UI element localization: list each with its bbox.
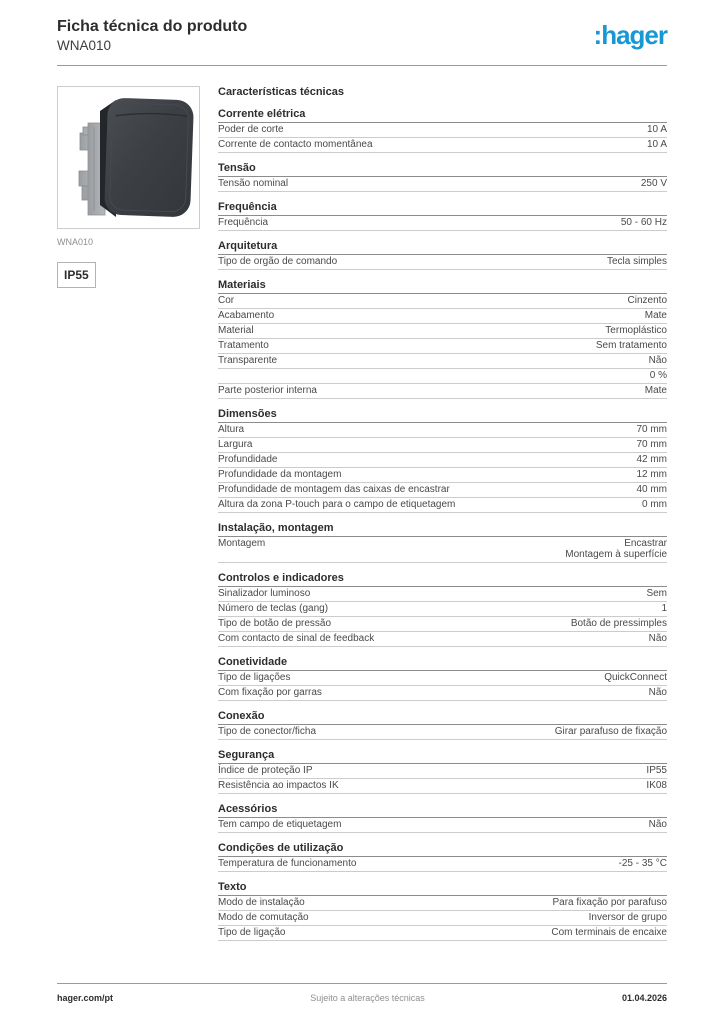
- spec-label: Tensão nominal: [218, 178, 289, 190]
- spec-row: [218, 255, 667, 270]
- spec-value: IP55: [646, 765, 667, 777]
- section-heading: Dimensões: [218, 408, 667, 423]
- spec-label: Altura da zona P-touch para o campo de etiquetagem: [218, 499, 456, 511]
- section-heading: Segurança: [218, 749, 667, 764]
- spec-value: 0 mm: [642, 499, 667, 511]
- spec-value: 42 mm: [636, 454, 667, 466]
- spec-row: [218, 438, 667, 453]
- spec-row: [218, 602, 667, 617]
- spec-value: Tecla simples: [606, 256, 667, 268]
- spec-row: [218, 453, 667, 468]
- spec-label: Altura: [218, 424, 245, 436]
- spec-label: Modo de instalação: [218, 897, 305, 909]
- page-header: [57, 0, 667, 66]
- spec-section: [218, 162, 667, 192]
- spec-label: Profundidade de montagem das caixas de encastrar: [218, 484, 450, 496]
- section-heading: Materiais: [218, 279, 667, 294]
- image-caption: WNA010: [57, 236, 94, 247]
- spec-value: 0 %: [649, 370, 667, 382]
- spec-section: [218, 572, 667, 647]
- spec-main: [218, 86, 667, 941]
- spec-label: Tipo de ligação: [218, 927, 286, 939]
- spec-value: Não: [648, 687, 667, 699]
- spec-section: [218, 842, 667, 872]
- spec-label: Com contacto de sinal de feedback: [218, 633, 375, 645]
- spec-label: Resistência ao impactos IK: [218, 780, 339, 792]
- page-footer: [57, 983, 667, 1003]
- product-sidebar: [57, 86, 200, 941]
- spec-value: Cinzento: [627, 295, 667, 307]
- spec-value: -25 - 35 °C: [618, 858, 667, 870]
- page-title: Ficha técnica do produto: [57, 18, 248, 35]
- spec-value: IK08: [646, 780, 667, 792]
- spec-section: [218, 408, 667, 513]
- spec-value: Girar parafuso de fixação: [554, 726, 667, 738]
- footer-date: 01.04.2026: [621, 993, 667, 1003]
- spec-value: Mate: [644, 385, 667, 397]
- spec-row: [218, 617, 667, 632]
- spec-label: Modo de comutação: [218, 912, 309, 924]
- spec-value: Encastrar Montagem à superfície: [565, 538, 667, 561]
- spec-row: [218, 896, 667, 911]
- spec-label: Tipo de botão de pressão: [218, 618, 332, 630]
- spec-label: Parte posterior interna: [218, 385, 317, 397]
- hager-logo: :hager: [593, 20, 667, 50]
- spec-value: 70 mm: [636, 439, 667, 451]
- spec-label: Tratamento: [218, 340, 269, 352]
- spec-title: Características técnicas: [218, 85, 344, 98]
- spec-value: Sem tratamento: [595, 340, 667, 352]
- spec-row: [218, 483, 667, 498]
- spec-value: Não: [648, 819, 667, 831]
- spec-value: Para fixação por parafuso: [552, 897, 667, 909]
- section-heading: Texto: [218, 881, 667, 896]
- spec-value: 70 mm: [636, 424, 667, 436]
- spec-row: [218, 671, 667, 686]
- spec-label: Profundidade da montagem: [218, 469, 342, 481]
- spec-label: Tem campo de etiquetagem: [218, 819, 342, 831]
- spec-value: Com terminais de encaixe: [551, 927, 667, 939]
- spec-label: Transparente: [218, 355, 278, 367]
- spec-row: [218, 468, 667, 483]
- section-heading: Instalação, montagem: [218, 522, 667, 537]
- spec-section: [218, 881, 667, 941]
- section-heading: Tensão: [218, 162, 667, 177]
- spec-row: [218, 632, 667, 647]
- spec-value: 10 A: [646, 124, 667, 136]
- spec-row: [218, 423, 667, 438]
- header-titles: [57, 17, 247, 55]
- spec-row: [218, 779, 667, 794]
- spec-row: [218, 216, 667, 231]
- spec-section: [218, 803, 667, 833]
- spec-value: Não: [648, 633, 667, 645]
- spec-row: [218, 857, 667, 872]
- spec-label: Acabamento: [218, 310, 275, 322]
- spec-label: Montagem: [218, 538, 266, 550]
- spec-value: 10 A: [646, 139, 667, 151]
- spec-section: [218, 522, 667, 563]
- spec-section: [218, 108, 667, 153]
- spec-label: Tipo de conector/ficha: [218, 726, 317, 738]
- section-heading: Frequência: [218, 201, 667, 216]
- section-heading: Corrente elétrica: [218, 108, 667, 123]
- spec-label: Cor: [218, 295, 235, 307]
- product-code: WNA010: [57, 38, 112, 53]
- spec-row: [218, 177, 667, 192]
- spec-section: [218, 201, 667, 231]
- spec-label: Tipo de orgão de comando: [218, 256, 338, 268]
- spec-label: Tipo de ligações: [218, 672, 291, 684]
- spec-label: Temperatura de funcionamento: [218, 858, 357, 870]
- spec-value: Não: [648, 355, 667, 367]
- spec-label: Número de teclas (gang): [218, 603, 329, 615]
- spec-row: [218, 725, 667, 740]
- section-heading: Conexão: [218, 710, 667, 725]
- spec-label: Com fixação por garras: [218, 687, 322, 699]
- spec-value: 250 V: [640, 178, 667, 190]
- spec-row: [218, 686, 667, 701]
- spec-sections: [218, 108, 667, 941]
- spec-section: [218, 656, 667, 701]
- spec-row: [218, 123, 667, 138]
- spec-value: 40 mm: [636, 484, 667, 496]
- spec-section: [218, 710, 667, 740]
- spec-label: Sinalizador luminoso: [218, 588, 311, 600]
- spec-row: [218, 384, 667, 399]
- spec-row: [218, 294, 667, 309]
- spec-label: Corrente de contacto momentânea: [218, 139, 373, 151]
- spec-value: 1: [661, 603, 667, 615]
- spec-section: [218, 749, 667, 794]
- spec-row: [218, 926, 667, 941]
- section-heading: Condições de utilização: [218, 842, 667, 857]
- product-image: [57, 86, 200, 229]
- spec-value: Botão de pressimples: [570, 618, 667, 630]
- rocker-switch-illustration: [58, 87, 199, 228]
- section-heading: Conetividade: [218, 656, 667, 671]
- spec-label: Largura: [218, 439, 253, 451]
- spec-row: [218, 138, 667, 153]
- spec-value: 12 mm: [636, 469, 667, 481]
- spec-value: Inversor de grupo: [588, 912, 667, 924]
- spec-value: QuickConnect: [604, 672, 667, 684]
- section-heading: Arquitetura: [218, 240, 667, 255]
- spec-section: [218, 279, 667, 399]
- spec-value: Termoplástico: [605, 325, 667, 337]
- footer-disclaimer: Sujeito a alterações técnicas: [310, 993, 425, 1003]
- spec-row: [218, 354, 667, 369]
- spec-label: Material: [218, 325, 254, 337]
- spec-row: [218, 309, 667, 324]
- section-heading: Controlos e indicadores: [218, 572, 667, 587]
- spec-row: [218, 764, 667, 779]
- spec-row: [218, 369, 667, 384]
- spec-label: Frequência: [218, 217, 269, 229]
- spec-row: [218, 587, 667, 602]
- spec-label: Poder de corte: [218, 124, 284, 136]
- spec-row: [218, 339, 667, 354]
- spec-section: [218, 240, 667, 270]
- spec-value: Sem: [646, 588, 667, 600]
- spec-value: Mate: [644, 310, 667, 322]
- spec-value: 50 - 60 Hz: [620, 217, 667, 229]
- spec-row: [218, 818, 667, 833]
- spec-row: [218, 537, 667, 563]
- spec-label: Índice de proteção IP: [218, 765, 313, 777]
- footer-website-link[interactable]: hager.com/pt: [57, 993, 114, 1003]
- spec-row: [218, 324, 667, 339]
- section-heading: Acessórios: [218, 803, 667, 818]
- spec-row: [218, 498, 667, 513]
- ip-rating-badge: IP55: [57, 262, 96, 288]
- content-area: [57, 86, 667, 941]
- spec-label: Profundidade: [218, 454, 278, 466]
- spec-row: [218, 911, 667, 926]
